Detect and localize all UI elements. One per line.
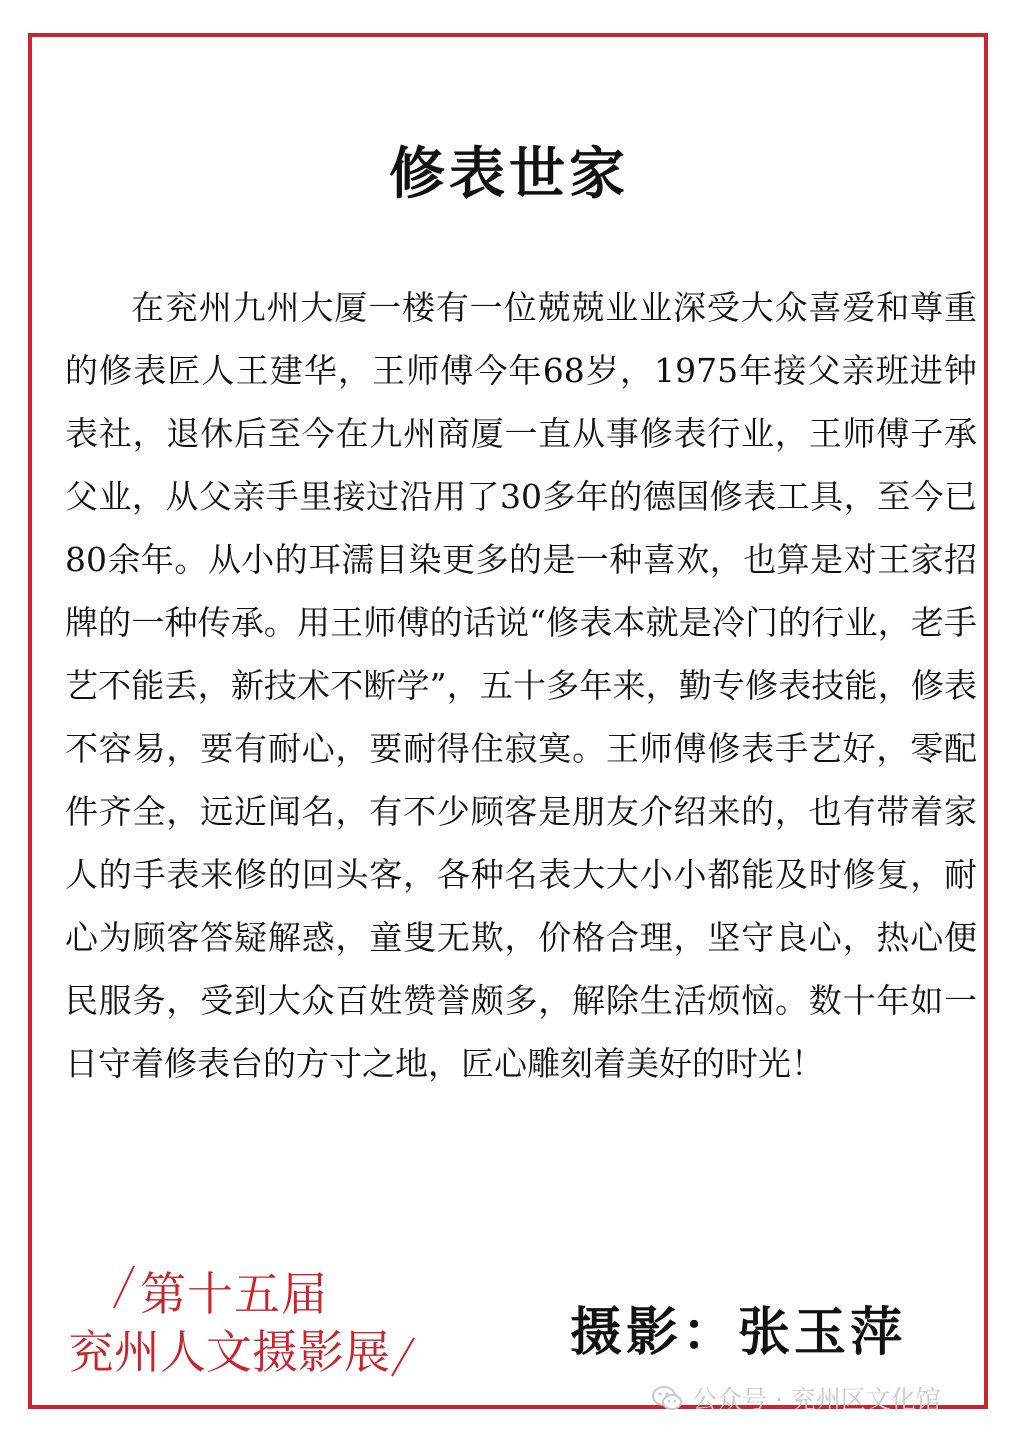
exhibition-edition: 第十五届 <box>140 1267 328 1321</box>
photographer-credit: 摄影：张玉萍 <box>570 1303 907 1363</box>
exhibition-name: 兖州人文摄影展 <box>68 1325 390 1379</box>
watermark <box>650 1378 941 1418</box>
page-title: 修表世家 <box>389 142 629 207</box>
exhibition-logo <box>62 1258 422 1378</box>
wechat-icon <box>650 1381 684 1415</box>
body-paragraph: 在兖州九州大厦一楼有一位兢兢业业深受大众喜爱和尊重的修表匠人王建华，王师傅今年68岁，1975年接父亲班进钟表社，退休后至今在九州商厦一直从事修表行业，王师傅子承父业，从父亲手里接过沿用了30多年的德国修表工具，至今已80余年。从小的耳濡目染更多的是一种喜欢，也算是对王家招牌的一种传承。用王师傅的话说“修表本就是冷门的行业，老手艺不能丢，新技术不断学”，五十多年来，勤专修表技能，修表不容易，要有耐心，要耐得住寂寞。王师傅修表手艺好，零配件齐全，远近闻名，有不少顾客是朋友介绍来的，也有带着家人的手表来修的回头客，各种名表大大小小都能及时修复，耐心为顾客答疑解惑，童叟无欺，价格合理，坚守良心，热心便民服务，受到大众百姓赞誉颇多，解除生活烦恼。数十年如一日守着修表台的方寸之地，匠心雕刻着美好的时光！ <box>65 288 977 1083</box>
watermark-text: 公众号 · 兖州区文化馆 <box>692 1385 941 1414</box>
